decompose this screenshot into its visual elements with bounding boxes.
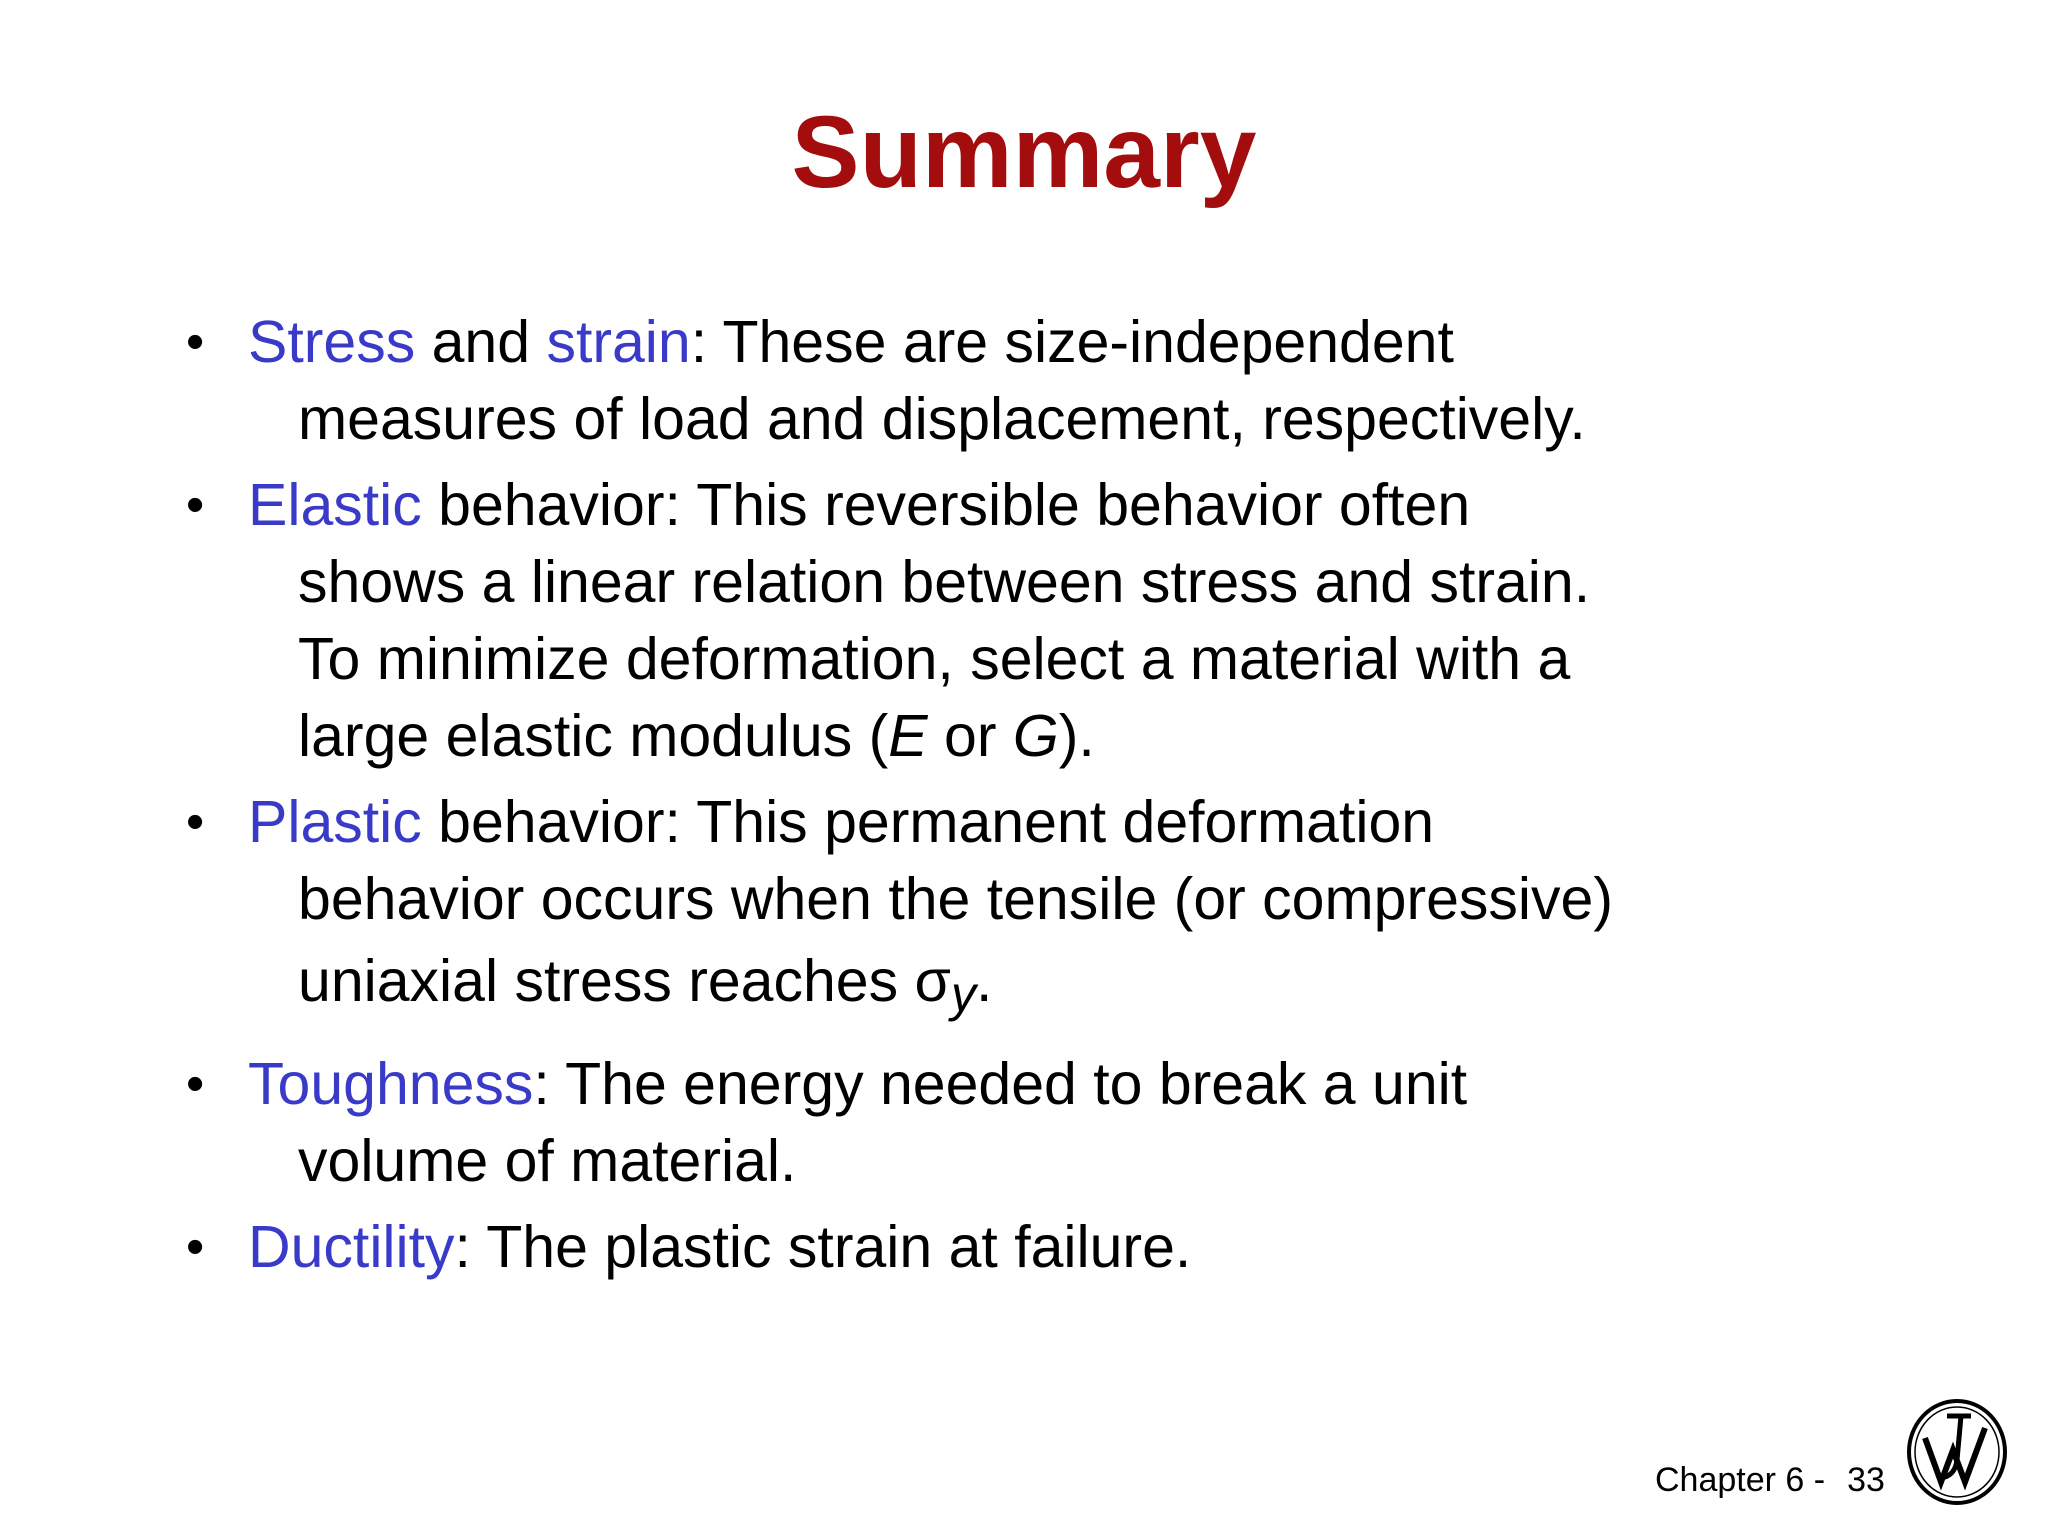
slide-title: Summary bbox=[791, 95, 1257, 209]
bullet-dot-icon: • bbox=[186, 1218, 205, 1276]
symbol-e: E bbox=[888, 703, 928, 769]
symbol-g: G bbox=[1012, 703, 1059, 769]
symbol-sigma: σ bbox=[914, 948, 951, 1014]
slide-footer bbox=[1655, 1460, 1885, 1500]
chapter-label: Chapter 6 - bbox=[1655, 1461, 1826, 1499]
keyword-strain: strain bbox=[546, 309, 691, 375]
bullet-continuation: To minimize deformation, select a material with a bbox=[298, 626, 1571, 692]
bullet-toughness bbox=[180, 1046, 1800, 1200]
bullet-continuation: shows a linear relation between stress and strain. bbox=[298, 549, 1591, 615]
bullet-continuation: measures of load and displacement, respectively. bbox=[298, 386, 1586, 452]
bullet-stress-strain bbox=[180, 304, 1800, 458]
bullet-line: Elastic behavior: This reversible behavior often bbox=[248, 472, 1471, 538]
bullet-line: Plastic behavior: This permanent deformation bbox=[248, 789, 1435, 855]
bullet-continuation: large elastic modulus (E or G). bbox=[298, 703, 1095, 769]
bullet-continuation: volume of material. bbox=[298, 1128, 797, 1194]
summary-bullet-list bbox=[180, 304, 1800, 1295]
bullet-dot-icon: • bbox=[186, 1055, 205, 1113]
bullet-plastic bbox=[180, 784, 1800, 1037]
subscript-y: y bbox=[950, 966, 976, 1022]
keyword-plastic: Plastic bbox=[248, 789, 422, 855]
bullet-line: Stress and strain: These are size-independent bbox=[248, 309, 1454, 375]
bullet-dot-icon: • bbox=[186, 313, 205, 371]
bullet-continuation: uniaxial stress reaches $\sigma_y$. bbox=[298, 948, 993, 1022]
wiley-logo-icon bbox=[1905, 1398, 2009, 1506]
bullet-ductility bbox=[180, 1209, 1800, 1286]
bullet-dot-icon: • bbox=[186, 476, 205, 534]
bullet-dot-icon: • bbox=[186, 793, 205, 851]
page-number: 33 bbox=[1847, 1461, 1885, 1499]
keyword-elastic: Elastic bbox=[248, 472, 422, 538]
keyword-stress: Stress bbox=[248, 309, 416, 375]
keyword-toughness: Toughness bbox=[248, 1051, 534, 1117]
bullet-line: Ductility: The plastic strain at failure. bbox=[248, 1214, 1192, 1280]
bullet-elastic bbox=[180, 467, 1800, 775]
bullet-continuation: behavior occurs when the tensile (or compressive) bbox=[298, 866, 1613, 932]
bullet-line: Toughness: The energy needed to break a unit bbox=[248, 1051, 1468, 1117]
keyword-ductility: Ductility bbox=[248, 1214, 455, 1280]
